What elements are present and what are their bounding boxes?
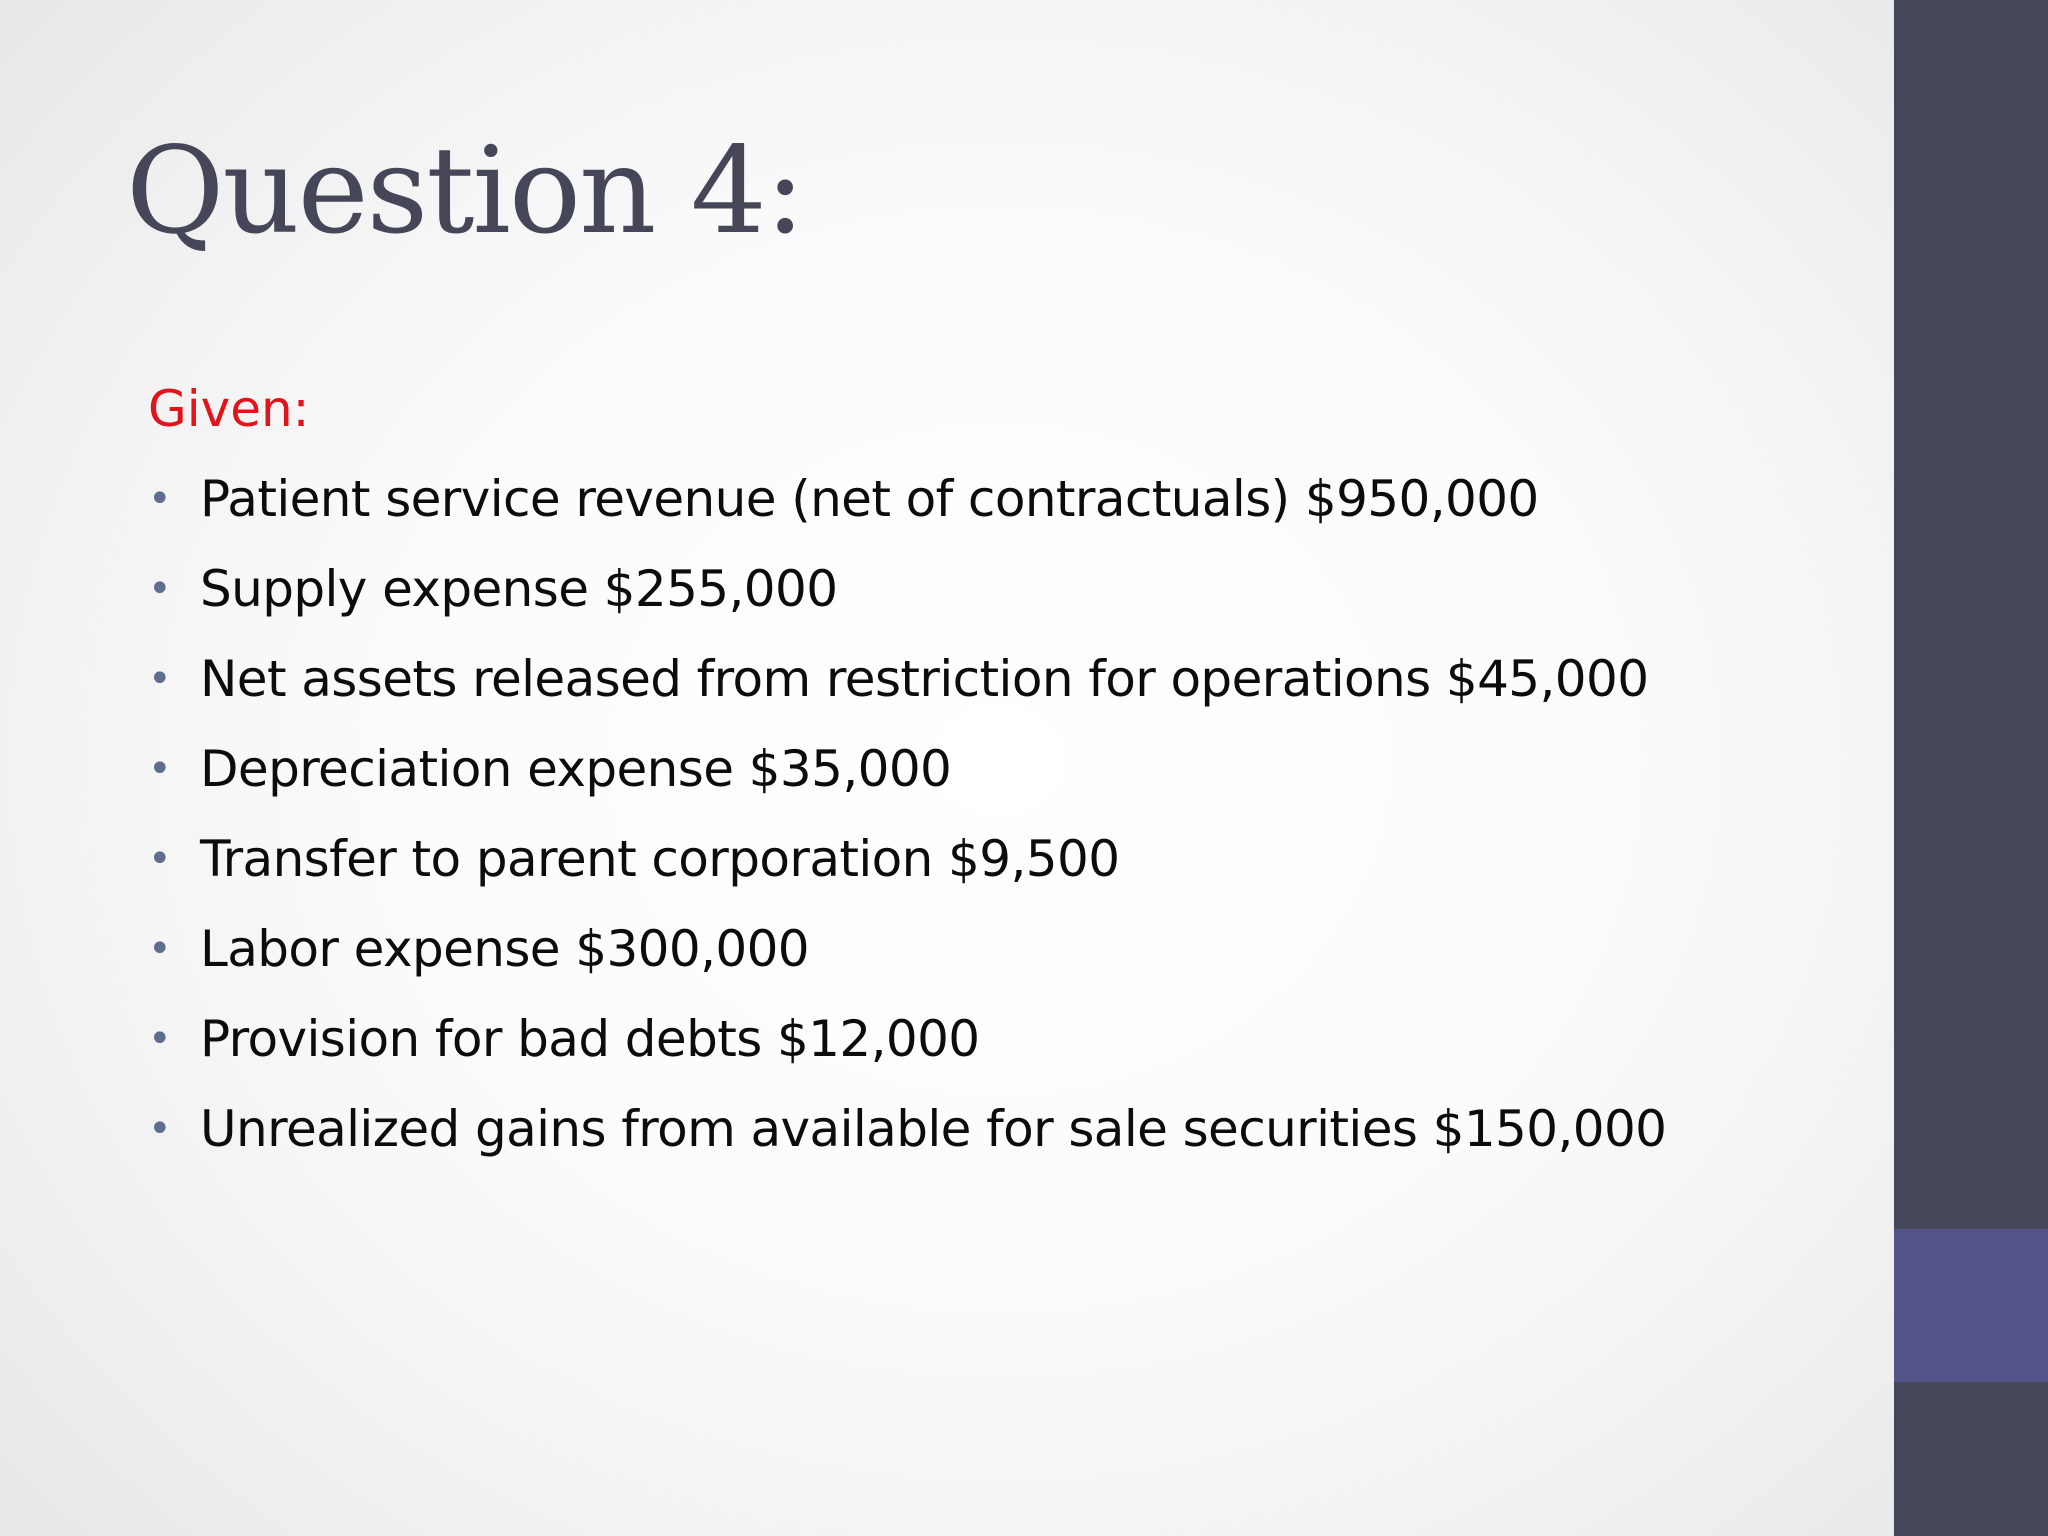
bullet-icon: • [148, 476, 172, 522]
bullet-icon: • [148, 566, 172, 612]
list-item [148, 644, 1848, 734]
list-item-text: Unrealized gains from available for sale securities $150,000 [200, 1100, 1667, 1158]
list-item-text: Transfer to parent corporation $9,500 [200, 830, 1120, 888]
bullet-icon: • [148, 836, 172, 882]
list-item-text: Net assets released from restriction for operations $45,000 [200, 650, 1649, 708]
given-label: Given: [148, 380, 310, 438]
bullet-icon: • [148, 926, 172, 972]
slide-content [148, 374, 1848, 1184]
list-item-text: Patient service revenue (net of contractuals) $950,000 [200, 470, 1539, 528]
list-item [148, 734, 1848, 824]
list-item [148, 1094, 1848, 1184]
list-item [148, 824, 1848, 914]
list-item-text: Provision for bad debts $12,000 [200, 1010, 980, 1068]
side-accent-block [1894, 1229, 2048, 1382]
bullet-list [148, 464, 1848, 1184]
bullet-icon: • [148, 1106, 172, 1152]
list-item [148, 464, 1848, 554]
bullet-icon: • [148, 1016, 172, 1062]
list-item [148, 554, 1848, 644]
list-item-text: Supply expense $255,000 [200, 560, 838, 618]
list-item-text: Labor expense $300,000 [200, 920, 810, 978]
list-item [148, 914, 1848, 1004]
bullet-icon: • [148, 656, 172, 702]
list-item [148, 1004, 1848, 1094]
list-item-text: Depreciation expense $35,000 [200, 740, 952, 798]
bullet-icon: • [148, 746, 172, 792]
slide-title: Question 4: [126, 122, 804, 261]
